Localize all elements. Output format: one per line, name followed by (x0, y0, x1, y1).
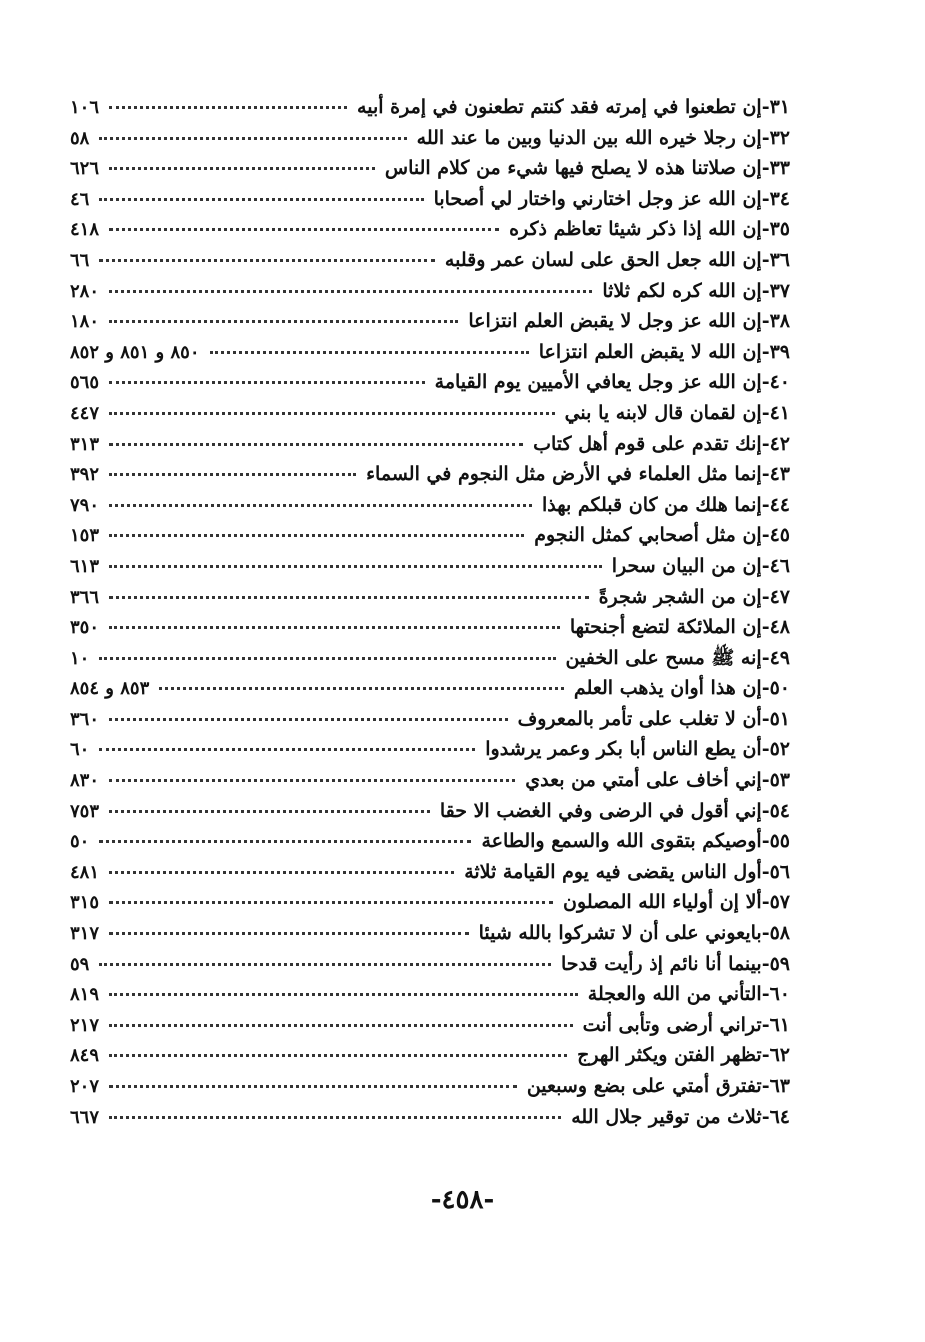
entry-text: بينما أنا نائم إذ رأيت قدحا (560, 952, 762, 975)
entry-number: ٥٩- (761, 952, 790, 975)
dot-leader (109, 443, 523, 446)
entry-number: ٦٢- (761, 1044, 790, 1067)
entry-number: ٥٤- (761, 799, 790, 822)
entry-text: إن الله لا يقبض العلم انتزاعا (538, 340, 762, 363)
entry-number: ٥٧- (761, 891, 790, 914)
dot-leader (109, 565, 602, 568)
entry-page-number: ٦٦٧ (70, 1106, 100, 1128)
entry-number: ٥١- (761, 707, 790, 730)
entry-page-number: ٣٦٠ (70, 708, 100, 730)
dot-leader (109, 106, 347, 109)
entry-page-number: ١٠٦ (70, 97, 100, 118)
entry-text: أول الناس يقضى فيه يوم القيامة ثلاثة (464, 860, 762, 883)
entry-number: ٥٦- (761, 860, 790, 883)
dot-leader (109, 381, 425, 384)
index-entry (70, 673, 790, 704)
entry-number: ٣٦- (761, 248, 790, 271)
entry-text: تظهر الفتن ويكثر الهرج (577, 1044, 762, 1067)
entry-text: إن الله عز وجل لا يقبض العلم انتزاعا (468, 310, 762, 333)
dot-leader (109, 779, 515, 782)
entry-page-number: ٦٦ (70, 249, 90, 271)
index-entry (70, 214, 790, 245)
index-entry (70, 979, 790, 1010)
entry-number: ٤٦- (761, 554, 790, 577)
entry-number: ٤٣- (761, 463, 790, 486)
hadith-index-list (70, 92, 790, 1132)
dot-leader (159, 687, 564, 690)
entry-text: إن الله عز وجل اختارني واختار لي أصحابا (433, 187, 762, 210)
index-entry (70, 643, 790, 674)
dot-leader (109, 473, 356, 476)
dot-leader (109, 932, 469, 935)
entry-number: ٦١- (761, 1013, 790, 1036)
dot-leader (109, 1054, 567, 1057)
entry-number: ٦٣- (761, 1075, 790, 1097)
dot-leader (99, 963, 551, 966)
entry-number: ٣٤- (761, 187, 790, 210)
dot-leader (99, 137, 406, 140)
entry-text: إنك تقدم على قوم أهل كتاب (533, 432, 762, 455)
index-entry (70, 398, 790, 429)
index-entry (70, 245, 790, 276)
dot-leader (109, 167, 375, 170)
entry-number: ٥٣- (761, 769, 790, 792)
dot-leader (109, 810, 430, 813)
entry-text: ألا إن أولياء الله المصلون (563, 891, 762, 914)
entry-text: تفترق أمتي على بضع وسبعين (526, 1075, 762, 1097)
entry-page-number: ٨٣٠ (70, 770, 100, 792)
entry-text: إن الله عز وجل يعافي الأميين يوم القيامة (434, 371, 762, 394)
entry-number: ٤٧- (761, 585, 790, 608)
dot-leader (109, 901, 553, 904)
entry-page-number: ٥٠ (70, 831, 90, 853)
entry-number: ٣٨- (761, 310, 790, 333)
entry-text: إني أخاف على أمتي من بعدي (525, 769, 762, 792)
entry-page-number: ٥٦٥ (70, 372, 100, 394)
entry-text: التأني من الله والعجلة (587, 983, 762, 1006)
entry-number: ٦٤- (761, 1105, 790, 1128)
entry-page-number: ٢١٧ (70, 1014, 100, 1036)
dot-leader (109, 290, 592, 293)
dot-leader (109, 412, 555, 415)
entry-text: إن تطعنوا في إمرته فقد كنتم تطعنون في إمرة أبيه (357, 96, 762, 118)
dot-leader (109, 993, 578, 996)
index-entry (70, 734, 790, 765)
entry-page-number: ٤٦ (70, 188, 90, 210)
dot-leader (109, 320, 458, 323)
entry-page-number: ٤٤٧ (70, 402, 100, 424)
entry-page-number: ٨١٩ (70, 984, 100, 1006)
entry-number: ٤٤- (761, 493, 790, 516)
entry-number: ٤١- (761, 401, 790, 424)
entry-number: ٥٠- (761, 677, 790, 700)
entry-number: ٤٢- (761, 432, 790, 455)
index-entry (70, 765, 790, 796)
index-entry (70, 826, 790, 857)
entry-number: ٣٣- (761, 157, 790, 180)
entry-page-number: ٦٠ (70, 739, 90, 761)
entry-text: إني أقول في الرضى وفي الغضب الا حقا (439, 799, 762, 822)
index-entry (70, 857, 790, 888)
dot-leader (109, 596, 589, 599)
entry-number: ٣٢- (761, 126, 790, 149)
index-entry (70, 887, 790, 918)
entry-page-number: ٣١٣ (70, 433, 100, 455)
entry-page-number: ٦٢٦ (70, 158, 100, 180)
entry-number: ٥٥- (761, 830, 790, 853)
index-entry (70, 796, 790, 827)
entry-number: ٥٨- (761, 922, 790, 945)
index-entry (70, 612, 790, 643)
entry-page-number: ٢٠٧ (70, 1076, 100, 1097)
dot-leader (99, 259, 435, 262)
entry-page-number: ٨٥٠ و ٨٥١ و ٨٥٢ (70, 341, 200, 363)
entry-number: ٥٢- (761, 738, 790, 761)
dot-leader (99, 657, 555, 660)
entry-text: بايعوني على أن لا تشركوا بالله شيئا (478, 922, 762, 945)
index-entry (70, 1040, 790, 1071)
entry-text: إنه ﷺ مسح على الخفين (565, 646, 762, 669)
entry-text: إنما هلك من كان قبلكم بهذا (541, 493, 762, 516)
entry-page-number: ٣١٥ (70, 892, 100, 914)
page-number: -٤٥٨- (430, 1185, 495, 1215)
entry-page-number: ٣٥٠ (70, 617, 100, 639)
dot-leader (109, 871, 454, 874)
entry-page-number: ٨٤٩ (70, 1045, 100, 1067)
index-entry (70, 123, 790, 154)
index-entry (70, 306, 790, 337)
entry-text: إن الملائكة لتضع أجنحتها (569, 616, 762, 639)
dot-leader (109, 718, 508, 721)
entry-text: إن من الشجر شجرةً (598, 585, 762, 608)
entry-page-number: ٣٦٦ (70, 586, 100, 608)
entry-text: إن رجلا خيره الله بين الدنيا وبين ما عند الله (416, 126, 762, 149)
entry-number: ٣٧- (761, 279, 790, 302)
dot-leader (99, 840, 471, 843)
entry-page-number: ٢٨٠ (70, 280, 100, 302)
dot-leader (109, 534, 524, 537)
dot-leader (109, 1024, 573, 1027)
index-entry (70, 276, 790, 307)
entry-number: ٣١- (761, 96, 790, 118)
entry-text: إن الله جعل الحق على لسان عمر وقلبه (444, 248, 762, 271)
index-entry (70, 949, 790, 980)
entry-text: أن يطع الناس أبا بكر وعمر يرشدوا (485, 738, 762, 761)
dot-leader (99, 198, 423, 201)
entry-number: ٣٩- (761, 340, 790, 363)
entry-page-number: ٧٩٠ (70, 494, 100, 516)
index-entry (70, 337, 790, 368)
entry-text: إن صلاتنا هذه لا يصلح فيها شيء من كلام الناس (384, 157, 762, 180)
entry-page-number: ١٥٣ (70, 525, 100, 547)
index-entry (70, 1102, 790, 1133)
entry-text: إن الله إذا ذكر شيئا تعاظم ذكره (509, 218, 762, 241)
entry-number: ٤٩- (761, 646, 790, 669)
index-entry (70, 551, 790, 582)
entry-page-number: ٣١٧ (70, 923, 100, 945)
index-entry (70, 582, 790, 613)
entry-page-number: ٤١٨ (70, 219, 100, 241)
dot-leader (210, 351, 529, 354)
entry-page-number: ٣٩٢ (70, 464, 100, 486)
index-entry (70, 92, 790, 123)
index-entry (70, 459, 790, 490)
index-entry (70, 1010, 790, 1041)
dot-leader (99, 748, 475, 751)
entry-page-number: ٨٥٣ و ٨٥٤ (70, 678, 150, 700)
entry-page-number: ٦١٣ (70, 555, 100, 577)
entry-text: إن هذا أوان يذهب العلم (573, 677, 762, 700)
entry-text: ثلاث من توقير جلال الله (571, 1105, 762, 1128)
index-entry (70, 1071, 790, 1102)
dot-leader (109, 504, 532, 507)
entry-text: أوصيكم بتقوى الله والسمع والطاعة (481, 830, 762, 853)
entry-number: ٤٠- (761, 371, 790, 394)
dot-leader (109, 1116, 561, 1119)
entry-text: أن لا تغلب على تأمر بالمعروف (517, 707, 762, 730)
dot-leader (109, 626, 560, 629)
index-entry (70, 429, 790, 460)
entry-page-number: ١٨٠ (70, 311, 100, 333)
entry-page-number: ٥٩ (70, 953, 90, 975)
entry-page-number: ٥٨ (70, 127, 90, 149)
entry-number: ٣٥- (761, 218, 790, 241)
index-entry (70, 918, 790, 949)
entry-text: إن لقمان قال لابنه يا بني (564, 401, 762, 424)
entry-text: إن الله كره لكم ثلاثا (602, 279, 762, 302)
index-entry (70, 704, 790, 735)
entry-text: تراني أرضى وتأبى أنت (582, 1013, 762, 1036)
index-entry (70, 153, 790, 184)
entry-text: إن من البيان سحرا (611, 554, 762, 577)
dot-leader (109, 1085, 517, 1088)
entry-number: ٦٠- (761, 983, 790, 1006)
dot-leader (109, 228, 499, 231)
entry-page-number: ١٠ (70, 647, 90, 669)
entry-number: ٤٨- (761, 616, 790, 639)
index-entry (70, 184, 790, 215)
entry-text: إن مثل أصحابي كمثل النجوم (534, 524, 762, 547)
index-entry (70, 520, 790, 551)
entry-text: إنما مثل العلماء في الأرض مثل النجوم في السماء (366, 463, 762, 486)
entry-number: ٤٥- (761, 524, 790, 547)
index-entry (70, 367, 790, 398)
index-entry (70, 490, 790, 521)
entry-page-number: ٧٥٣ (70, 800, 100, 822)
entry-page-number: ٤٨١ (70, 861, 100, 883)
